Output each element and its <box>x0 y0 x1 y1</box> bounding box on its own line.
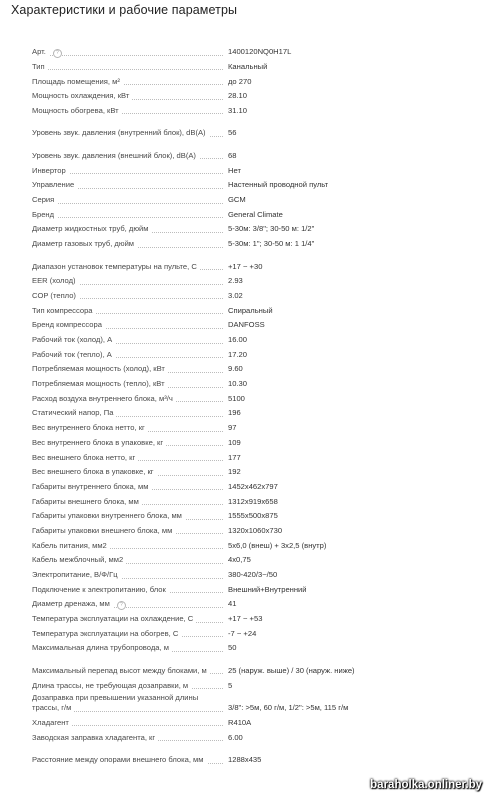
spec-value: 25 (наруж. выше) / 30 (наруж. ниже) <box>228 665 355 675</box>
spec-row <box>0 537 488 552</box>
spec-row <box>0 464 488 479</box>
spec-value: 16.00 <box>228 335 248 344</box>
spec-label: Арт. ? <box>32 47 222 58</box>
spec-value: 380-420/3~/50 <box>228 570 278 579</box>
spec-value: +17 ~ +53 <box>228 614 263 624</box>
spec-label: Габариты упаковки внутреннего блока, мм <box>32 511 222 522</box>
spec-row <box>0 715 488 730</box>
spec-label: Мощность охлаждения, кВт <box>32 91 222 102</box>
spec-label: Вес внутреннего блока в упаковке, кг <box>32 438 222 449</box>
spec-row <box>0 640 488 655</box>
spec-label: Рабочий ток (тепло), А <box>32 350 222 361</box>
spec-label: Бренд <box>32 210 222 221</box>
spec-label: Габариты упаковки внешнего блока, мм <box>32 526 222 537</box>
spec-row <box>0 59 488 74</box>
spec-row <box>0 103 488 118</box>
spec-value: 1555x500x875 <box>228 511 278 521</box>
spec-label: Габариты внешнего блока, мм <box>32 497 222 508</box>
spec-value: 97 <box>228 423 237 433</box>
spec-value: Настенный проводной пульт <box>228 180 329 190</box>
spec-row <box>0 273 488 288</box>
spec-row <box>0 449 488 464</box>
spec-label: Дозаправка при превышении указанной длины трассы, г/м <box>32 692 199 713</box>
spec-value: Внешний+Внутренний <box>228 584 307 594</box>
spec-row <box>0 347 488 362</box>
spec-row <box>0 420 488 435</box>
spec-label: Температура эксплуатации на обогрев, С <box>32 629 222 640</box>
spec-row <box>0 677 488 692</box>
spec-value: 5100 <box>228 393 245 403</box>
specs-table <box>0 44 488 767</box>
spec-value: 5-30м: 1"; 30-50 м: 1 1/4" <box>228 239 315 249</box>
spec-value: 28.10 <box>228 91 248 101</box>
spec-label: Тип <box>32 62 222 73</box>
spec-value: General Climate <box>228 209 283 219</box>
spec-row <box>0 192 488 207</box>
spec-row <box>0 567 488 582</box>
spec-row <box>0 221 488 236</box>
spec-label: Расстояние между опорами внешнего блока, мм <box>32 755 222 766</box>
spec-label: Длина трассы, не требующая дозаправки, м <box>32 681 222 692</box>
spec-row <box>0 523 488 538</box>
spec-row <box>0 177 488 192</box>
spec-value: 1452x462x797 <box>228 481 278 491</box>
spec-value: до 270 <box>228 76 252 86</box>
spec-label: Вес внешнего блока нетто, кг <box>32 453 222 464</box>
spec-value: 3.02 <box>228 290 243 300</box>
spec-row <box>0 552 488 567</box>
spec-value: Спиральный <box>228 305 273 315</box>
spec-label: Площадь помещения, м² <box>32 77 222 88</box>
spec-label: Диаметр дренажа, мм ? <box>32 599 222 610</box>
spec-row <box>0 117 488 140</box>
spec-row <box>0 317 488 332</box>
spec-value: 17.20 <box>228 349 248 359</box>
page-title: Характеристики и рабочие параметры <box>11 3 238 17</box>
spec-row <box>0 302 488 317</box>
spec-value: 5-30м: 3/8"; 30-50 м: 1/2" <box>228 224 315 234</box>
spec-row <box>0 361 488 376</box>
spec-value: 177 <box>228 452 241 462</box>
help-icon[interactable]: ? <box>117 601 126 610</box>
spec-value: 1400120NQ0H17L <box>228 47 292 57</box>
spec-label: Кабель межблочный, мм2 <box>32 555 222 566</box>
spec-row <box>0 611 488 626</box>
spec-label: Электропитание, В/Ф/Гц <box>32 570 222 581</box>
spec-row <box>0 73 488 88</box>
spec-value: 3/8": >5м, 60 г/м, 1/2": >5м, 115 г/м <box>228 703 349 713</box>
spec-label: Инвертор <box>32 166 222 177</box>
spec-value: 5x6,0 (внеш) + 3x2,5 (внутр) <box>228 540 327 550</box>
spec-row <box>0 479 488 494</box>
spec-value: 5 <box>228 680 233 690</box>
spec-label: Вес внутреннего блока нетто, кг <box>32 423 222 434</box>
spec-value: 1288x435 <box>228 755 262 764</box>
spec-row <box>0 88 488 103</box>
spec-label: Мощность обогрева, кВт <box>32 106 222 117</box>
spec-label: Диаметр жидкостных труб, дюйм <box>32 224 222 235</box>
spec-value: 50 <box>228 643 237 653</box>
spec-label: Максимальная длина трубопровода, м <box>32 643 222 654</box>
spec-label: Диаметр газовых труб, дюйм <box>32 239 222 250</box>
spec-label: Уровень звук. давления (внешний блок), dB(A) <box>32 151 222 162</box>
spec-row <box>0 596 488 611</box>
spec-label: Серия <box>32 195 222 206</box>
spec-row <box>0 288 488 303</box>
spec-label: Подключение к электропитанию, блок <box>32 585 222 596</box>
spec-row <box>0 744 488 767</box>
spec-value: DANFOSS <box>228 320 265 330</box>
spec-value: 9.60 <box>228 364 243 374</box>
spec-value: 192 <box>228 467 241 477</box>
spec-value: 196 <box>228 408 241 418</box>
spec-value: 2.93 <box>228 276 243 286</box>
spec-row <box>0 435 488 450</box>
spec-value: +17 ~ +30 <box>228 261 263 271</box>
spec-label: Кабель питания, мм2 <box>32 541 222 552</box>
spec-label: Потребляемая мощность (тепло), кВт <box>32 379 222 390</box>
spec-row <box>0 251 488 274</box>
spec-row <box>0 140 488 163</box>
spec-label: EER (холод) <box>32 276 222 287</box>
spec-value: GCM <box>228 195 246 204</box>
spec-row <box>0 508 488 523</box>
spec-row <box>0 44 488 59</box>
spec-row <box>0 626 488 641</box>
spec-label: Управление <box>32 180 222 191</box>
spec-row <box>0 332 488 347</box>
spec-value: 109 <box>228 437 241 447</box>
spec-row <box>0 207 488 222</box>
spec-value: R410A <box>228 717 252 727</box>
spec-label: COP (тепло) <box>32 291 222 302</box>
spec-value: 41 <box>228 599 237 609</box>
spec-label: Температура эксплуатации на охлаждение, С <box>32 614 222 625</box>
help-icon[interactable]: ? <box>53 49 62 58</box>
spec-row <box>0 729 488 744</box>
spec-label: Рабочий ток (холод), А <box>32 335 222 346</box>
spec-label: Заводская заправка хладагента, кг <box>32 733 222 744</box>
spec-value: 10.30 <box>228 379 248 389</box>
spec-row <box>0 405 488 420</box>
spec-label: Габариты внутреннего блока, мм <box>32 482 222 493</box>
spec-label: Вес внешнего блока в упаковке, кг <box>32 467 222 478</box>
spec-value: 1320x1060x730 <box>228 525 283 535</box>
spec-value: 31.10 <box>228 105 248 115</box>
watermark: baraholka.onliner.by <box>370 779 482 791</box>
spec-row <box>0 655 488 678</box>
spec-row <box>0 236 488 251</box>
spec-label: Статический напор, Па <box>32 408 222 419</box>
spec-label: Бренд компрессора <box>32 320 222 331</box>
spec-label: Расход воздуха внутреннего блока, м³/ч <box>32 394 222 405</box>
spec-value: 6.00 <box>228 732 243 742</box>
spec-label: Хладагент <box>32 718 222 729</box>
spec-label: Потребляемая мощность (холод), кВт <box>32 364 222 375</box>
spec-row <box>0 162 488 177</box>
spec-row <box>0 692 488 715</box>
spec-value: Канальный <box>228 61 268 71</box>
spec-row <box>0 376 488 391</box>
spec-row <box>0 582 488 597</box>
spec-label: Диапазон установок температуры на пульте, С <box>32 262 222 273</box>
spec-label: Тип компрессора <box>32 306 222 317</box>
spec-value: 68 <box>228 150 237 160</box>
spec-row <box>0 391 488 406</box>
spec-value: -7 ~ +24 <box>228 628 257 638</box>
spec-label: Уровень звук. давления (внутренний блок), dB(A) <box>32 128 222 139</box>
spec-label: Максимальный перепад высот между блоками, м <box>32 666 222 677</box>
spec-value: 4x0,75 <box>228 555 251 565</box>
spec-value: 56 <box>228 128 237 138</box>
spec-value: 1312x919x658 <box>228 496 278 506</box>
spec-value: Нет <box>228 165 241 175</box>
spec-row <box>0 493 488 508</box>
